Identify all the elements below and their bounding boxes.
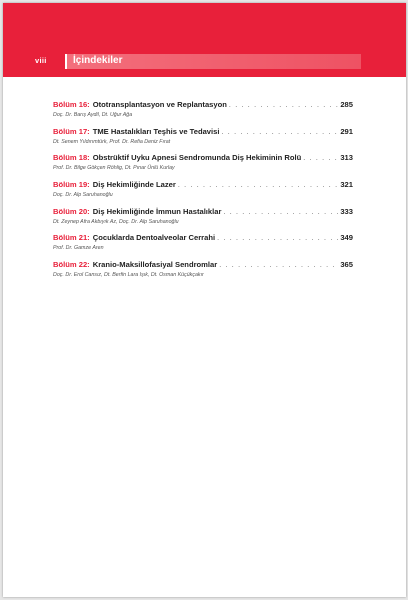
chapter-title: Obstrüktif Uyku Apnesi Sendromunda Diş Hekiminin Rolü bbox=[92, 153, 302, 163]
page-reference: 285 bbox=[340, 100, 353, 109]
chapter-number: Bölüm 19: bbox=[53, 180, 90, 190]
toc-entry-16[interactable] bbox=[53, 99, 353, 126]
page-reference: 291 bbox=[340, 126, 353, 136]
chapter-title: Ototransplantasyon ve Replantasyon bbox=[92, 100, 227, 109]
toc-entry-line bbox=[53, 99, 353, 111]
chapter-authors: Prof. Dr. Gamze Aren bbox=[53, 245, 104, 252]
toc-entry-20[interactable] bbox=[53, 206, 353, 233]
chapter-authors: Dt. Zeynep Afra Akbıyık Az, Doç. Dr. Alp Saruhanoğlu bbox=[53, 218, 179, 225]
toc-entry-line bbox=[53, 126, 353, 138]
dot-leader bbox=[219, 260, 338, 272]
toc-entry-22[interactable] bbox=[53, 259, 353, 286]
chapter-number: Bölüm 22: bbox=[53, 260, 90, 270]
chapter-title: Diş Hekimliğinde Lazer bbox=[92, 180, 176, 190]
chapter-number: Bölüm 21: bbox=[53, 233, 90, 243]
chapter-number: Bölüm 17: bbox=[53, 126, 90, 136]
page-reference: 365 bbox=[340, 260, 353, 270]
dot-leader bbox=[221, 127, 338, 139]
chapter-number: Bölüm 16: bbox=[53, 100, 90, 109]
toc-entry-17[interactable] bbox=[53, 126, 353, 153]
chapter-authors: Doç. Dr. Alp Saruhanoğlu bbox=[53, 192, 113, 199]
toc-entry-line bbox=[53, 259, 353, 271]
dot-leader bbox=[178, 180, 338, 192]
toc-entry-line bbox=[53, 179, 353, 191]
chapter-authors: Prof. Dr. Bilge Gökçen Röhlig, Dt. Pınar Ünlü Kurlay bbox=[53, 165, 175, 172]
chapter-authors: Dt. Senem Yıldırımtürk, Prof. Dr. Refia Deniz Fırat bbox=[53, 138, 171, 145]
toc-entry-line bbox=[53, 152, 353, 164]
page-number: viii bbox=[35, 56, 47, 65]
dot-leader bbox=[229, 100, 338, 112]
chapter-title: Çocuklarda Dentoalveolar Cerrahi bbox=[92, 233, 216, 243]
document-page bbox=[3, 3, 406, 597]
toc-entry-19[interactable] bbox=[53, 179, 353, 206]
page-reference: 313 bbox=[340, 153, 353, 163]
chapter-title: Kranio-Maksillofasiyal Sendromlar bbox=[92, 260, 218, 270]
chapter-title: Diş Hekimliğinde İmmun Hastalıklar bbox=[92, 206, 222, 216]
chapter-number: Bölüm 18: bbox=[53, 153, 90, 163]
chapter-title: TME Hastalıkları Teşhis ve Tedavisi bbox=[92, 126, 220, 136]
chapter-authors: Doç. Dr. Barış Aydil, Dt. Uğur Ağa bbox=[53, 112, 133, 118]
toc-entry-line bbox=[53, 206, 353, 218]
page-reference: 333 bbox=[340, 206, 353, 216]
page-reference: 349 bbox=[340, 233, 353, 243]
toc-entry-line bbox=[53, 232, 353, 244]
table-of-contents bbox=[53, 99, 353, 286]
chapter-authors: Doç. Dr. Erol Cansız, Dt. Berfin Lara Işık, Dt. Osman Küçükçakır bbox=[53, 272, 204, 279]
toc-entry-21[interactable] bbox=[53, 232, 353, 259]
dot-leader bbox=[223, 207, 338, 219]
toc-entry-18[interactable] bbox=[53, 152, 353, 179]
section-title: İçindekiler bbox=[73, 55, 123, 66]
page-reference: 321 bbox=[340, 180, 353, 190]
chapter-number: Bölüm 20: bbox=[53, 206, 90, 216]
dot-leader bbox=[217, 233, 338, 245]
dot-leader bbox=[303, 153, 338, 165]
section-title-bar bbox=[65, 54, 361, 69]
